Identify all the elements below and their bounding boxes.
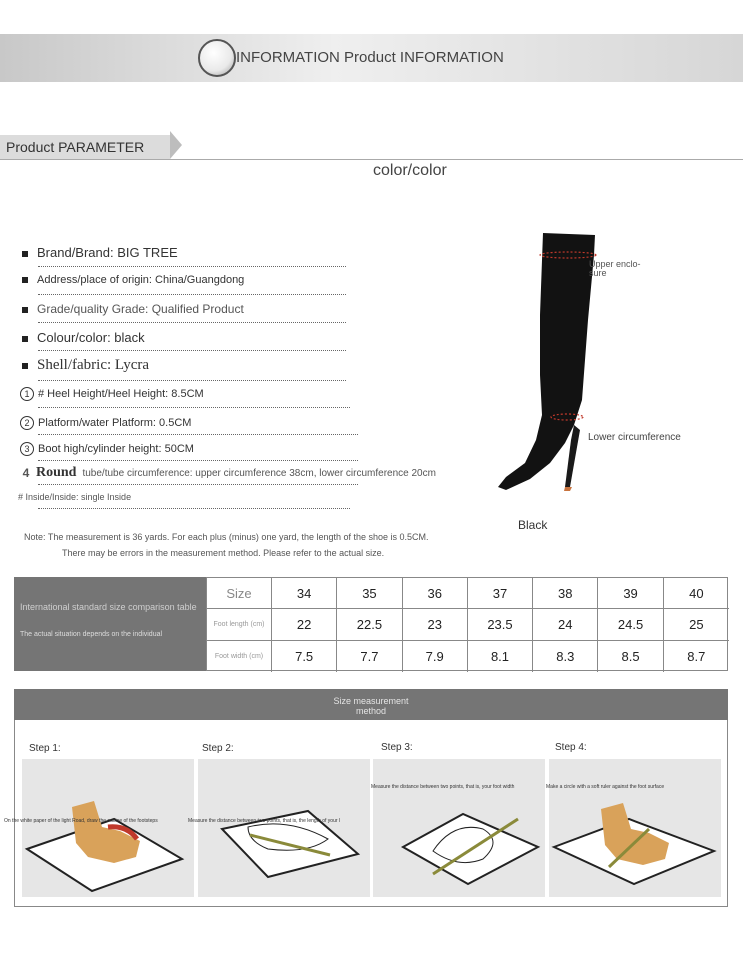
spec-grade-text: Grade/quality Grade: Qualified Product [37, 302, 244, 316]
step-3-illustration [373, 759, 545, 897]
size-table-title-cell [14, 577, 206, 671]
circled-number-icon: 4 [22, 466, 30, 481]
spec-origin [22, 274, 244, 286]
step-4-image [549, 759, 721, 897]
tab-notch [170, 131, 182, 159]
spec-boot-height [20, 442, 194, 456]
size-table-cell: 36 [403, 578, 468, 609]
spec-tube [20, 465, 436, 481]
spec-platform [20, 416, 191, 430]
size-table-cell: 8.1 [468, 641, 533, 672]
parameter-divider [0, 159, 743, 160]
spec-colour [22, 330, 145, 345]
note-line-2: There may be errors in the measurement method. Please refer to the actual size. [62, 548, 385, 558]
spec-grade [22, 302, 244, 316]
dotted-rule [38, 350, 346, 351]
size-table-cell: 24 [533, 609, 598, 640]
bullet-icon [22, 307, 28, 313]
upper-label-line-2: sure [589, 268, 607, 278]
step-1-illustration [22, 759, 194, 897]
dotted-rule [38, 322, 346, 323]
spec-brand [22, 245, 178, 260]
spec-inside: # Inside/Inside: single Inside [18, 492, 132, 502]
color-heading: color/color [373, 162, 447, 179]
dotted-rule [38, 508, 350, 509]
size-table [206, 577, 728, 671]
dotted-rule [38, 294, 346, 295]
bullet-icon [22, 336, 28, 342]
dotted-rule [38, 484, 358, 485]
step-4-illustration [549, 759, 721, 897]
size-table-cell: 8.5 [598, 641, 663, 672]
dotted-rule [38, 380, 346, 381]
bullet-icon [22, 363, 28, 369]
dotted-rule [38, 407, 350, 408]
size-table-row-label: Foot length (cm) [207, 609, 272, 640]
dotted-rule [38, 434, 358, 435]
size-table-cell: 38 [533, 578, 598, 609]
note-line-1: Note: The measurement is 36 yards. For each plus (minus) one yard, the length of the shoe is 0.5CM. [24, 532, 429, 542]
step-4-label: Step 4: [555, 742, 587, 753]
spec-tube-word: Round [36, 465, 77, 480]
upper-enclosure-label [589, 260, 641, 278]
size-table-cell: 22 [272, 609, 337, 640]
size-table-cell: 22.5 [337, 609, 402, 640]
banner-title: INFORMATION Product INFORMATION [236, 49, 504, 66]
size-table-cell: 7.5 [272, 641, 337, 672]
size-table-cell: 8.7 [687, 648, 706, 664]
spec-brand-text: Brand/Brand: BIG TREE [37, 245, 178, 260]
spec-boot-height-text: Boot high/cylinder height: 50CM [38, 442, 194, 455]
spec-tube-text: tube/tube circumference: upper circumference 38cm, lower circumference 20cm [82, 468, 436, 479]
lower-circumference-label: Lower circumference [588, 432, 681, 443]
step-3-image [373, 759, 545, 897]
bullet-icon [22, 251, 28, 257]
size-table-cell: 23.5 [468, 609, 533, 640]
size-table-row-label: Size [207, 578, 272, 609]
circled-number-icon: 2 [20, 416, 34, 430]
size-table-cell: 23 [403, 609, 468, 640]
dotted-rule [38, 460, 358, 461]
step-3-label: Step 3: [381, 742, 413, 753]
size-table-cell: 8.3 [533, 641, 598, 672]
color-black-label: Black [518, 518, 548, 532]
step-4-caption: Make a circle with a soft ruler against the foot surface [546, 784, 665, 790]
step-2-illustration [198, 759, 370, 897]
spec-platform-text: Platform/water Platform: 0.5CM [38, 416, 192, 429]
size-table-cell: 7.7 [337, 641, 402, 672]
spec-origin-text: Address/place of origin: China/Guangdong [37, 274, 245, 286]
dotted-rule [38, 266, 346, 267]
size-measurement-header [14, 689, 728, 720]
size-table-cell: 35 [337, 578, 402, 609]
parameter-tab: Product PARAMETER [0, 135, 170, 160]
step-2-caption: Measure the distance between two points, that is, the length of your l [188, 818, 341, 824]
size-table-cell: 37 [468, 578, 533, 609]
circled-number-icon: 1 [20, 387, 34, 401]
size-table-cell: 34 [272, 578, 337, 609]
step-2-image [198, 759, 370, 897]
size-table-cell: 25 [664, 609, 729, 640]
step-2-label: Step 2: [202, 743, 234, 754]
size-table-cell: 39 [598, 578, 663, 609]
spec-fabric-text: Shell/fabric: Lycra [37, 357, 150, 373]
step-1-caption: On the white paper of the light Road, draw the outline of the footsteps [4, 818, 158, 824]
size-table-cell: 40 [664, 578, 729, 609]
upper-label-line-1: Upper enclo- [589, 259, 641, 269]
size-table-cell: 7.9 [403, 641, 468, 672]
spec-heel [20, 387, 204, 401]
measurement-header-text: Size measurement method [333, 696, 409, 716]
circled-number-icon: 3 [20, 442, 34, 456]
bullet-icon [22, 277, 28, 283]
size-table-cell: 24.5 [598, 609, 663, 640]
step-1-label: Step 1: [29, 743, 61, 754]
spec-colour-text: Colour/color: black [37, 330, 145, 345]
banner-circle-icon [198, 39, 236, 77]
step-1-image [22, 759, 194, 897]
spec-heel-text: # Heel Height/Heel Height: 8.5CM [38, 387, 204, 400]
spec-fabric [22, 357, 149, 374]
size-table-title: International standard size comparison table [20, 602, 197, 612]
step-3-caption: Measure the distance between two points, that is, your foot width [371, 784, 515, 790]
size-table-row-label: Foot width (cm) [207, 641, 272, 672]
size-table-subtitle: The actual situation depends on the individual [20, 631, 163, 638]
